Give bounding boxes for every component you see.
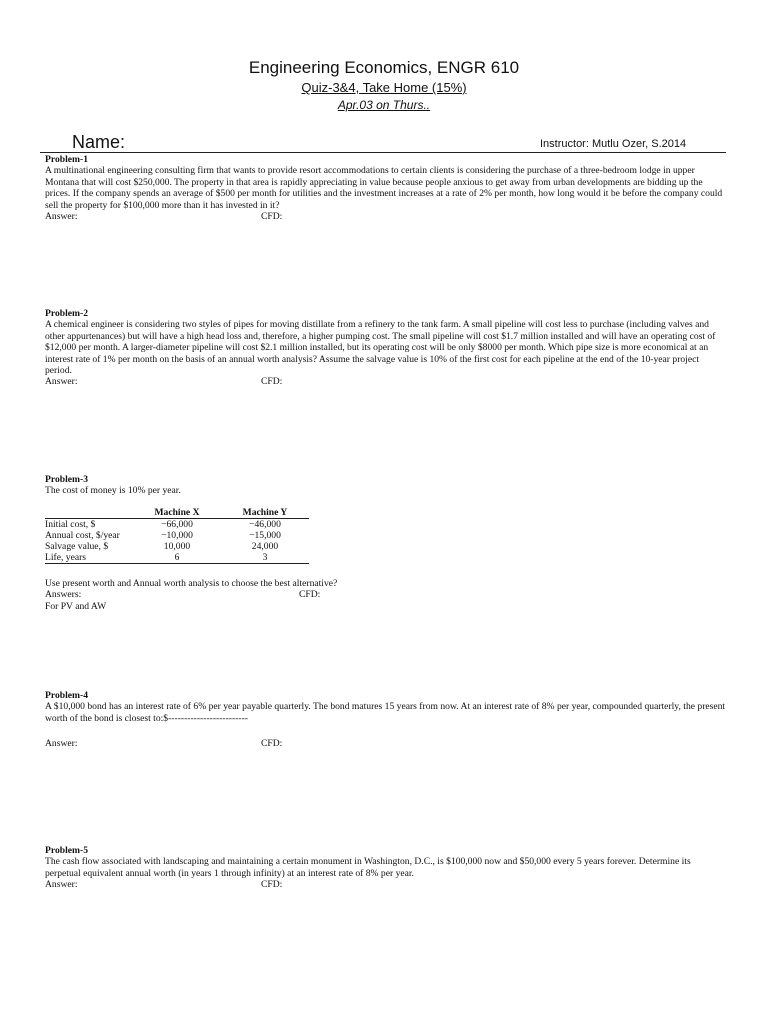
machine-x-value: 6	[133, 552, 221, 564]
problem-title: Problem-3	[45, 474, 88, 485]
problem-note: For PV and AW	[45, 600, 107, 612]
problem-question: Use present worth and Annual worth analysis to choose the best alternative?	[45, 577, 338, 589]
row-label: Salvage value, $	[45, 540, 109, 552]
problem-title: Problem-5	[45, 845, 88, 856]
table-header-blank	[45, 505, 133, 519]
table-header-machine-x: Machine X	[133, 505, 221, 519]
answer-label: Answer:	[45, 211, 78, 223]
problem-4	[45, 690, 727, 750]
table-row	[45, 552, 309, 564]
term-label: , S.2014	[645, 138, 687, 150]
table-header-row	[45, 505, 309, 519]
cfd-label: CFD:	[299, 589, 321, 601]
machine-y-value: 24,000	[251, 540, 279, 552]
answer-label: Answer:	[45, 738, 78, 750]
quiz-subtitle: Quiz-3&4, Take Home (15%)	[301, 80, 467, 95]
problem-1	[45, 154, 727, 222]
answer-line	[45, 879, 727, 890]
machine-y-value: −15,000	[249, 529, 281, 541]
problem-text: A $10,000 bond has an interest rate of 6% per year payable quarterly. The bond matures 15 years from now. At an interest rate of 8% per year, compounded quarterly, the present worth of the bond is closest to:$-------------------------	[45, 701, 726, 724]
table-row	[45, 541, 309, 552]
problem-title: Problem-1	[45, 154, 88, 165]
instructor-label: Instructor:	[540, 138, 589, 150]
cfd-label: CFD:	[261, 738, 283, 750]
table-row	[45, 518, 309, 530]
name-label: Name:	[72, 132, 126, 152]
answer-label: Answer:	[45, 376, 78, 388]
instructor-info	[540, 137, 686, 151]
machine-y-value: 3	[221, 552, 309, 564]
cfd-label: CFD:	[261, 376, 283, 388]
problem-text: A multinational engineering consulting firm that wants to provide resort accommodations to certain clients is considering the purchase of a three-bedroom lodge in upper Montana that will cost $250,000. The property in that area is rapidly appreciating in value because people anxious to get away from urban developments are bidding up the prices. If the company spends an average of $500 per month for utilities and the investment increases at a rate of 2% per month, how long would it be before the company could sell the property for $100,000 more than it has invested in it?	[45, 165, 723, 211]
answer-line	[45, 376, 727, 387]
cfd-label: CFD:	[261, 211, 283, 223]
cfd-label: CFD:	[261, 879, 283, 891]
table-row	[45, 530, 309, 541]
answer-line	[45, 738, 727, 749]
row-label: Initial cost, $	[45, 518, 96, 530]
due-date: Apr.03 on Thurs..	[337, 98, 431, 112]
machine-y-value: −46,000	[249, 518, 281, 530]
problem-3	[45, 474, 727, 612]
answer-label: Answer:	[45, 879, 78, 891]
problem-title: Problem-4	[45, 690, 88, 701]
problem-title: Problem-2	[45, 308, 88, 319]
document-title: Engineering Economics, ENGR 610	[248, 58, 520, 77]
answer-line	[45, 211, 727, 222]
row-label: Annual cost, $/year	[45, 529, 120, 541]
problem-text: A chemical engineer is considering two styles of pipes for moving distillate from a refinery to the tank farm. A small pipeline will cost less to purchase (including valves and other appurtenances) but will have a high head loss and, therefore, a higher pumping cost. The small pipeline will cost $1.7 million installed and will have an operating cost of $12,000 per month. A larger-diameter pipeline will cost $2.1 million installed, but its operating cost will be only $8000 per month. Which pipe size is more economical at an interest rate of 1% per month on the basis of an annual worth analysis? Assume the salvage value is 10% of the first cost for each pipeline at the end of the 10-year project period.	[45, 319, 716, 377]
table-header-machine-y: Machine Y	[221, 505, 309, 519]
problem-2	[45, 308, 727, 388]
header-divider	[40, 152, 726, 153]
machine-x-value: −66,000	[161, 518, 193, 530]
problem-5	[45, 845, 727, 891]
instructor-name: Mutlu Ozer	[591, 138, 646, 150]
row-label: Life, years	[45, 552, 133, 564]
answer-label: Answers:	[45, 589, 82, 601]
problem-text: The cash flow associated with landscaping and maintaining a certain monument in Washington, D.C., is $100,000 now and $50,000 every 5 years forever. Determine its perpetual equivalent annual worth (in years 1 through infinity) at an interest rate of 8% per year.	[45, 856, 691, 879]
answer-line	[45, 589, 727, 600]
problem-intro: The cost of money is 10% per year.	[45, 485, 181, 497]
machine-x-value: −10,000	[161, 529, 193, 541]
machine-x-value: 10,000	[163, 540, 191, 552]
machine-comparison-table	[45, 505, 309, 564]
